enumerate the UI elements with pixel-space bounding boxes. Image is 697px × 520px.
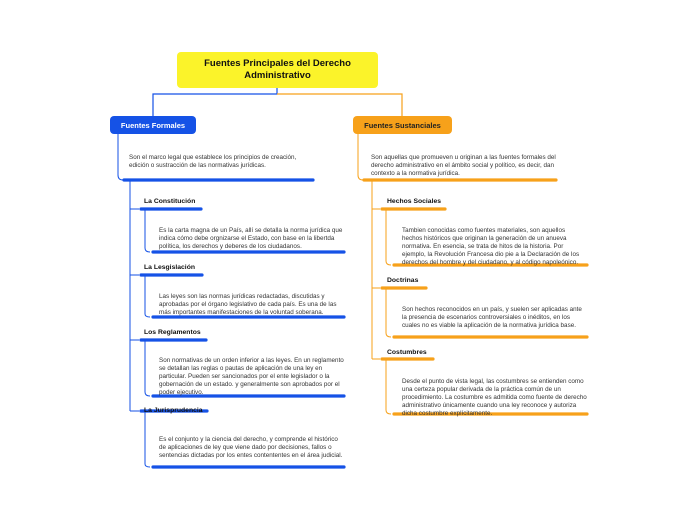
formales-item-title[interactable]: La Constitución — [144, 198, 196, 205]
formales-connectors — [118, 134, 150, 467]
formales-underlines — [124, 180, 344, 467]
sustanciales-item-text: Son hechos reconocidos en un país, y suelen ser aplicadas ante la presencia de escenarios controversiales o inéditos, en los cuales no es viable la aplicación de la normativa jurídica base. — [402, 306, 582, 329]
sustanciales-item-title[interactable]: Hechos Sociales — [387, 198, 442, 205]
sustanciales-item-text: Desde el punto de vista legal, las costumbres se entienden como una certeza popular derivada de la práctica común de un procedimiento. La costumbre es admitida como fuente de derecho administrativo únicamente cuando una ley reconoce y autoriza dicha costumbre explícitamente. — [402, 378, 587, 417]
formales-item-text: Es la carta magna de un País, allí se detalla la norma jurídica que indica cómo debe orgnizarse el Estado, con base en la libertda política, los derechos y deberes de los ciudadanos. — [159, 227, 343, 250]
formales-item-text: Las leyes son las normas jurídicas redactadas, discutidas y aprobadas por el órgano legislativo de cada país. Es una de las más importantes manifestaciones de la voluntad soberana. — [159, 293, 337, 316]
formales-item-text: Es el conjunto y la ciencia del derecho, y comprende el histórico de aplicaciones de ley que viene dado por decisiones, fallos o sentencias dictadas por los entes contententes en el área judicial. — [159, 436, 343, 459]
sustanciales-description: Son aquellas que promueven u originan a las fuentes formales del derecho administrativo en el ámbito social y político, es decir, dan contexto a la normativa jurídica. — [371, 154, 556, 177]
root-title: Fuentes Principales del Derecho Administrativo — [204, 58, 351, 81]
root-topic[interactable] — [177, 52, 378, 88]
formales-item-title[interactable]: La Jurisprudencia — [144, 407, 203, 414]
root-to-sustanciales-line — [277, 94, 402, 116]
formales-label: Fuentes Formales — [120, 120, 186, 130]
sustanciales-item-title[interactable]: Doctrinas — [387, 277, 419, 284]
sustanciales-item-text: Tambien conocidas como fuentes materiales, son aquellos hechos históricos que originan la generación de un anueva normativa. En esencia, se trata de hitos de la historia. Por ejemplo, la Revolución Francesa dio pie a la Declaración de los derechos del hombre y del ciudadano, y al código napoleónico. — [402, 227, 580, 266]
formales-item-title[interactable]: La Lesgislación — [144, 264, 195, 271]
formales-topic[interactable] — [110, 116, 196, 134]
sustanciales-item-title[interactable]: Costumbres — [387, 349, 427, 356]
sustanciales-topic[interactable] — [353, 116, 452, 134]
formales-description: Son el marco legal que establece los principios de creación, edición o sustracción de las normativas jurídicas. — [129, 154, 297, 169]
formales-item-title[interactable]: Los Reglamentos — [144, 329, 201, 336]
formales-item-text: Son normativas de un orden inferior a las leyes. En un reglamento se detallan las reglas o pautas de aplicación de una ley en particular. Pueden ser sancionados por el ente legislador o la gobernación de un estado. y generalmente son aprobados por el poder ejecutivo. — [159, 357, 344, 396]
sustanciales-label: Fuentes Sustanciales — [364, 120, 441, 130]
root-to-formales-line — [153, 88, 277, 116]
